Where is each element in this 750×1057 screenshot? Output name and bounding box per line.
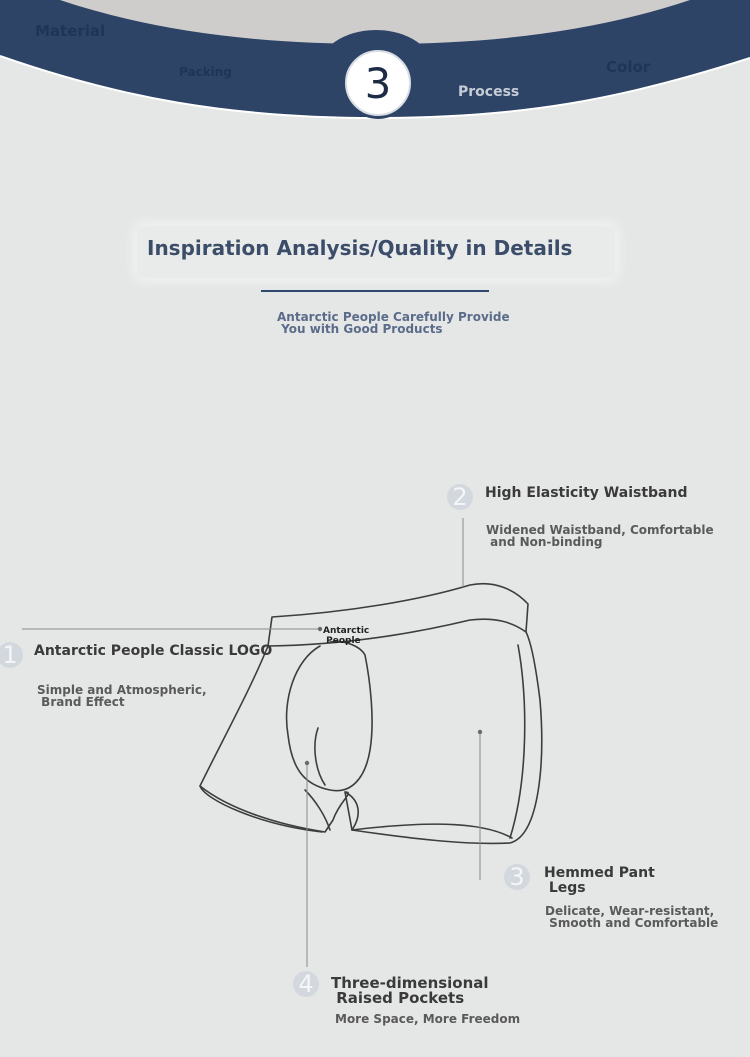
leader-dot-pocket bbox=[305, 761, 309, 765]
pouch-inner bbox=[315, 728, 325, 785]
feature-1-title: Antarctic People Classic LOGO bbox=[34, 643, 273, 659]
section-subtitle: Antarctic People Carefully Provide You with Good Products bbox=[277, 310, 510, 336]
feature-2-description: Widened Waistband, Comfortable and Non-binding bbox=[486, 523, 714, 549]
nav-color[interactable]: Color bbox=[606, 58, 651, 76]
feature-1-number: 1 bbox=[0, 642, 23, 668]
feature-4-description: More Space, More Freedom bbox=[335, 1012, 521, 1026]
feature-2-number: 2 bbox=[447, 484, 473, 510]
nav-process[interactable]: Process bbox=[458, 84, 520, 100]
nav-material[interactable]: Material bbox=[35, 22, 106, 40]
garment-logo-text: Antarctic People bbox=[323, 626, 370, 646]
feature-1-description: Simple and Atmospheric, Brand Effect bbox=[37, 683, 207, 709]
section-title: Inspiration Analysis/Quality in Details bbox=[147, 236, 573, 260]
leader-dot-logo bbox=[318, 627, 322, 631]
pouch-outline bbox=[287, 642, 373, 791]
feature-4-title: Three-dimensional Raised Pockets bbox=[331, 974, 489, 1007]
nav-packing[interactable]: Packing bbox=[179, 65, 232, 79]
feature-3-title: Hemmed Pant Legs bbox=[544, 865, 655, 896]
feature-4-number: 4 bbox=[293, 971, 319, 997]
leader-dot-hem bbox=[478, 730, 482, 734]
feature-2-title: High Elasticity Waistband bbox=[485, 485, 688, 501]
feature-3-number: 3 bbox=[504, 864, 530, 890]
side-seam bbox=[510, 645, 525, 838]
step-number-badge: 3 bbox=[345, 50, 411, 116]
left-hem bbox=[200, 786, 322, 832]
waistband-outline bbox=[268, 584, 528, 646]
right-hem bbox=[352, 824, 512, 838]
feature-3-description: Delicate, Wear-resistant, Smooth and Comfortable bbox=[545, 904, 719, 930]
